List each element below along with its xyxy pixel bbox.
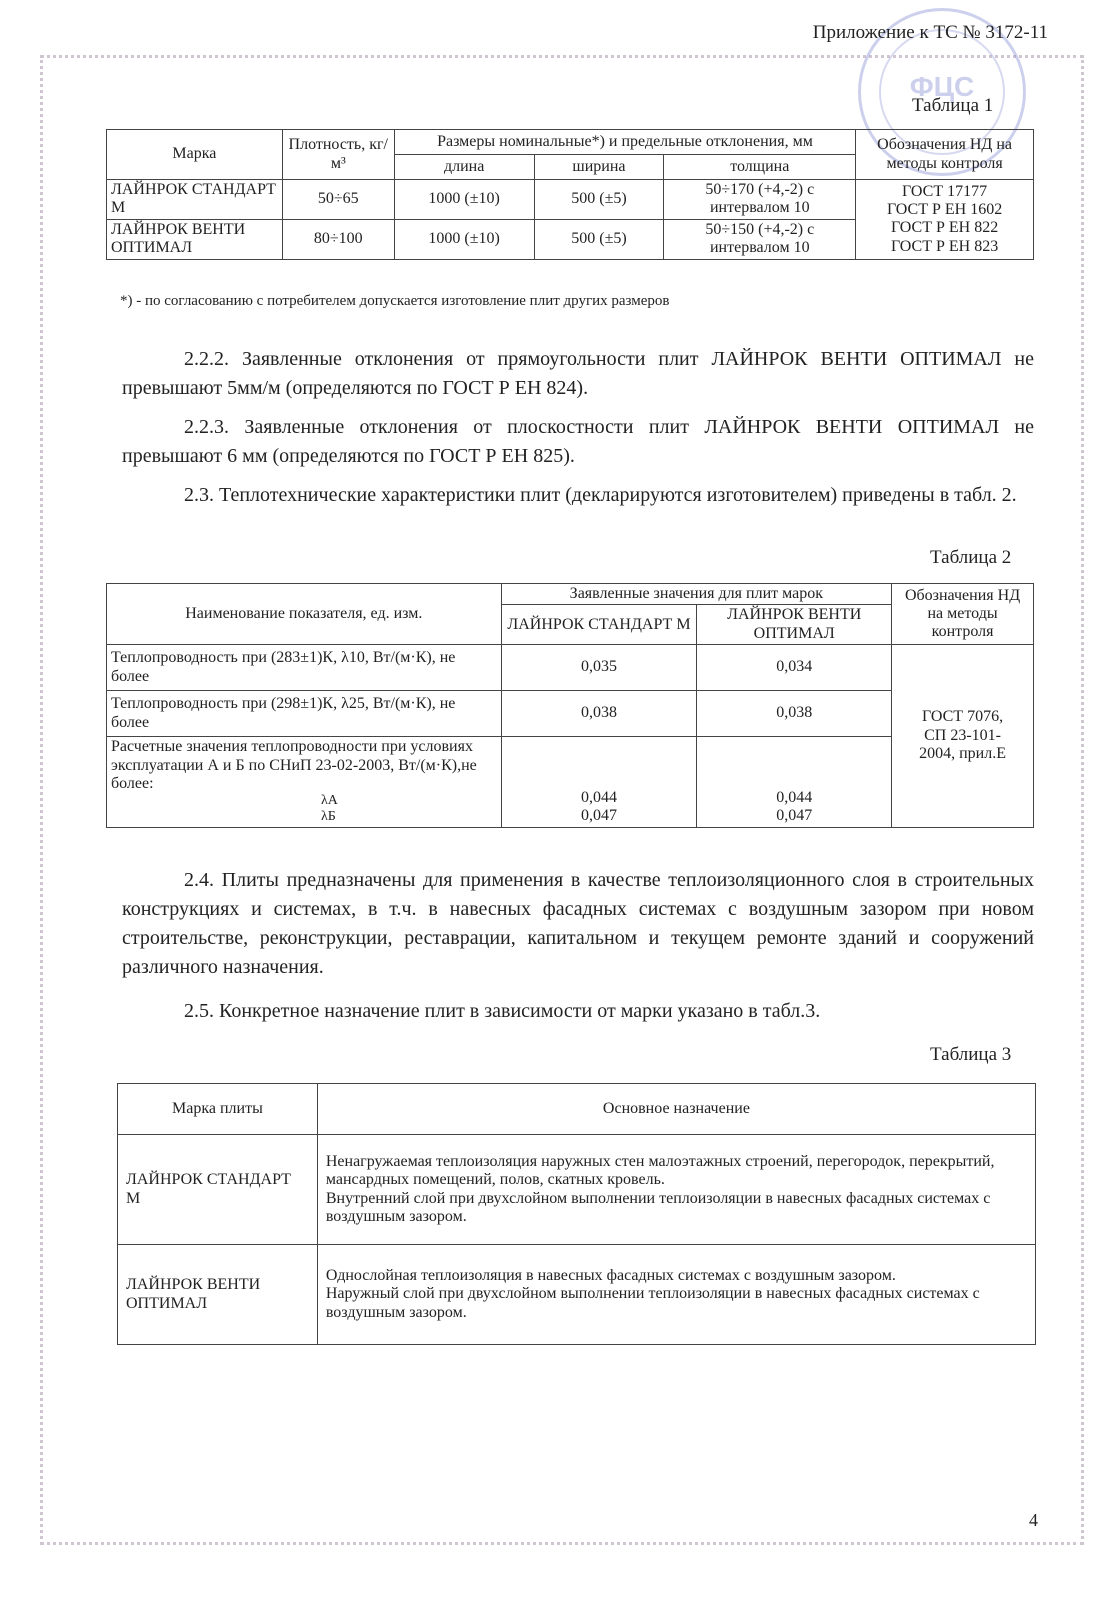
seal-text: ФЦС xyxy=(909,71,975,102)
table3-caption: Таблица 3 xyxy=(930,1044,1012,1065)
t3-purpose xyxy=(317,1245,1035,1345)
t2-method: ГОСТ 7076, xyxy=(922,708,1004,726)
t2-head-col2: ЛАЙНРОК ВЕНТИ ОПТИМАЛ xyxy=(697,605,892,645)
t1-brand: ЛАЙНРОК ВЕНТИ ОПТИМАЛ xyxy=(107,219,283,259)
t2-calc-name: Расчетные значения теплопроводности при условиях эксплуатации А и Б по СНиП 23-02-2003, Вт/(м·К),не более: xyxy=(111,738,477,792)
t1-length: 1000 (±10) xyxy=(394,180,534,220)
t2-calc-values-2 xyxy=(697,737,892,827)
paragraph-2-5: 2.5. Конкретное назначение плит в зависимости от марки указано в табл.3. xyxy=(184,1000,821,1022)
t2-value: 0,047 xyxy=(776,807,813,825)
table-row xyxy=(107,645,1034,691)
t1-head-density: Плотность, кг/м³ xyxy=(282,130,394,180)
t1-width: 500 (±5) xyxy=(534,219,664,259)
t2-value: 0,034 xyxy=(697,645,892,691)
t1-width: 500 (±5) xyxy=(534,180,664,220)
lambda-a-label: λА xyxy=(321,793,338,809)
table1-footnote: *) - по согласованию с потребителем допускается изготовление плит других размеров xyxy=(120,293,670,309)
t1-thickness: 50÷150 (+4,-2) с интервалом 10 xyxy=(664,219,856,259)
t3-brand: ЛАЙНРОК СТАНДАРТ М xyxy=(118,1135,318,1245)
t2-head-methods: Обозначения НД на методы контроля xyxy=(892,584,1034,645)
t1-head-brand: Марка xyxy=(107,130,283,180)
table3 xyxy=(117,1083,1036,1345)
t3-purpose-line: Внутренний слой при двухслойном выполнении теплоизоляции в навесных фасадных системах с воздушным зазором. xyxy=(325,1189,991,1225)
t1-method: ГОСТ Р ЕН 823 xyxy=(890,237,999,255)
t2-value: 0,038 xyxy=(697,691,892,737)
t1-head-thickness: толщина xyxy=(664,155,856,180)
t2-head-indicator: Наименование показателя, ед. изм. xyxy=(107,584,502,645)
table1-caption: Таблица 1 xyxy=(912,95,994,116)
t3-purpose xyxy=(317,1135,1035,1245)
lambda-b-label: λБ xyxy=(321,809,336,825)
t2-value: 0,044 xyxy=(776,788,813,806)
t1-length: 1000 (±10) xyxy=(394,219,534,259)
t2-methods xyxy=(892,645,1034,827)
t3-brand: ЛАЙНРОК ВЕНТИ ОПТИМАЛ xyxy=(118,1245,318,1345)
t1-methods xyxy=(856,180,1034,260)
table-row xyxy=(118,1135,1036,1245)
t2-value: 0,044 xyxy=(580,788,617,806)
t2-row-name: Теплопроводность при (298±1)К, λ25, Вт/(м·К), не более xyxy=(107,691,502,737)
t2-method: СП 23-101- xyxy=(924,726,1001,744)
table1 xyxy=(106,129,1034,260)
table-row xyxy=(118,1245,1036,1345)
t2-calc-cell xyxy=(107,737,502,827)
t1-method: ГОСТ 17177 xyxy=(902,182,988,200)
appendix-header: Приложение к ТС № 3172-11 xyxy=(812,22,1048,43)
paragraph-2-3: 2.3. Теплотехнические характеристики плит (декларируются изготовителем) приведены в табл. 2. xyxy=(184,484,1017,506)
page-number: 4 xyxy=(1029,1510,1038,1530)
t1-head-width: ширина xyxy=(534,155,664,180)
t2-value: 0,035 xyxy=(501,645,697,691)
paragraph-2-2-3: 2.2.3. Заявленные отклонения от плоскостности плит ЛАЙНРОК ВЕНТИ ОПТИМАЛ не превышают 6 мм (определяются по ГОСТ Р ЕН 825). xyxy=(122,416,1034,467)
t1-density: 50÷65 xyxy=(282,180,394,220)
t1-head-methods: Обозначения НД на методы контроля xyxy=(856,130,1034,180)
t2-head-declared: Заявленные значения для плит марок xyxy=(501,584,891,605)
t1-thickness: 50÷170 (+4,-2) с интервалом 10 xyxy=(664,180,856,220)
table2-caption: Таблица 2 xyxy=(930,547,1012,568)
t3-head-purpose: Основное назначение xyxy=(317,1084,1035,1135)
t1-head-dims: Размеры номинальные*) и предельные отклонения, мм xyxy=(394,130,855,155)
t2-calc-values-1 xyxy=(501,737,697,827)
t2-value: 0,038 xyxy=(501,691,697,737)
t2-head-col1: ЛАЙНРОК СТАНДАРТ М xyxy=(501,605,697,645)
t1-method: ГОСТ Р ЕН 822 xyxy=(890,219,999,237)
t3-purpose-line: Ненагружаемая теплоизоляция наружных стен малоэтажных строений, перегородок, перекрытий, мансардных помещений, полов, скатных кровель. xyxy=(325,1152,995,1189)
t2-method: 2004, прил.Е xyxy=(919,745,1006,763)
t3-purpose-line: Наружный слой при двухслойном выполнении теплоизоляции в навесных фасадных системах с воздушным зазором. xyxy=(325,1285,980,1321)
table2 xyxy=(106,583,1034,828)
t1-method: ГОСТ Р ЕН 1602 xyxy=(886,200,1003,218)
t1-density: 80÷100 xyxy=(282,219,394,259)
t1-head-length: длина xyxy=(394,155,534,180)
t2-value: 0,047 xyxy=(580,807,617,825)
t3-purpose-line: Однослойная теплоизоляция в навесных фасадных системах с воздушным зазором. xyxy=(325,1266,896,1284)
t2-row-name: Теплопроводность при (283±1)К, λ10, Вт/(м·К), не более xyxy=(107,645,502,691)
paragraph-2-2-2: 2.2.2. Заявленные отклонения от прямоугольности плит ЛАЙНРОК ВЕНТИ ОПТИМАЛ не превышают 5мм/м (определяются по ГОСТ Р ЕН 824). xyxy=(122,348,1034,399)
t1-brand: ЛАЙНРОК СТАНДАРТ М xyxy=(107,180,283,220)
table-row xyxy=(107,180,1034,220)
paragraph-2-4: 2.4. Плиты предназначены для применения в качестве теплоизоляционного слоя в строительных конструкциях и системах, в т.ч. в навесных фасадных системах с воздушным зазором при новом строительстве, реконструкции, реставрации, капитальном и текущем ремонте зданий и сооружений различного назначения. xyxy=(122,869,1034,978)
t3-head-brand: Марка плиты xyxy=(118,1084,318,1135)
